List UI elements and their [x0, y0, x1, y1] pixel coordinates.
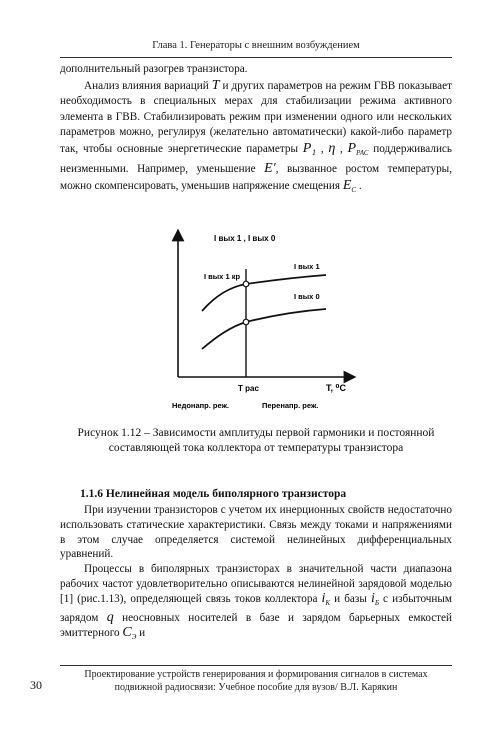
footer [60, 668, 452, 694]
p2-text-d: , вызванное ростом температуры, можно скомпенсировать, уменьшив напряжение смещения [60, 163, 452, 192]
p2-text-a: Анализ влияния вариаций [84, 79, 212, 92]
symbol-Prac-sub: РАС [356, 148, 369, 157]
y-axis-label: I вых 1 , I вых 0 [214, 234, 276, 243]
label-i-out-1: I вых 1 [294, 262, 320, 271]
symbol-ib: i [370, 590, 375, 606]
crit-point-lower [243, 319, 249, 325]
symbol-eta: η [328, 140, 336, 156]
section-title: 1.1.6 Нелинейная модель биполярного транзистора [80, 488, 347, 500]
p2-text-e: . [356, 179, 362, 192]
s2-text-b: и базы [330, 592, 371, 605]
symbol-E-prime: E′ [264, 161, 276, 177]
symbol-Ec: E [342, 177, 352, 193]
figure-svg [150, 225, 370, 420]
symbol-Ec-sub: C [351, 185, 357, 194]
x-axis-label: T, ⁰C [326, 383, 346, 393]
figure-caption: Рисунок 1.12 – Зависимости амплитуды первой гармоники и постоянной составляющей тока коллектора от температуры транзистора [77, 427, 435, 454]
symbol-Prac: P [347, 140, 357, 156]
p2-text-b: и других параметров на режим ГВВ показывает необходимость в специальных мерах для стабилизации режима активного элемента в ГВВ. Стабилизировать режим при изменении одного или нескольких параметров можно, регулируя (желательно автоматически) какой-либо параметр так, чтобы основные энергетические параметры [60, 79, 452, 155]
symbol-ik: i [321, 590, 326, 606]
symbol-T: T [211, 77, 220, 93]
symbol-q: q [106, 609, 114, 625]
s2-text-c: с избыточным зарядом [60, 592, 452, 624]
symbol-Ce-sub: Э [131, 632, 137, 641]
s2-text-e: и [136, 626, 146, 639]
section-paragraph-2 [60, 562, 452, 644]
p2-sep2: , [335, 142, 348, 155]
curve-i-out-0 [202, 309, 326, 349]
footer-rule [60, 665, 452, 666]
label-i-out-1-crit: I вых 1 кр [204, 272, 241, 281]
symbol-ib-sub: Б [374, 599, 379, 608]
crit-point-upper [243, 281, 249, 287]
symbol-ik-sub: К [325, 599, 331, 608]
running-head: Глава 1. Генераторы с внешним возбуждением [152, 40, 360, 51]
label-t-rac: T рас [238, 384, 259, 393]
symbol-Ce: C [122, 624, 132, 640]
footer-line-2: подвижной радиосвязи: Учебное пособие для вузов/ В.Л. Карякин [114, 682, 398, 693]
region-right-label: Перенапр. реж. [262, 401, 319, 410]
footer-line-1: Проектирование устройств генерирования и формирования сигналов в системах [84, 669, 428, 680]
page-number: 30 [30, 678, 42, 692]
paragraph-1: дополнительный разогрев транзистора. [60, 63, 248, 75]
p2-sep1: , [316, 142, 329, 155]
paragraph-2 [60, 78, 452, 199]
s2-text-a: Процессы в биполярных транзисторах в значительной части диапазона рабочих частот удовлетворительно описываются нелинейной зарядовой моделью [1] (рис.1.13), определяющей связь токов коллектора [60, 563, 452, 605]
region-left-label: Недонапр. реж. [172, 401, 229, 410]
symbol-P1: P₁ [302, 140, 317, 156]
label-i-out-0: I вых 0 [294, 292, 320, 301]
header-rule [60, 57, 452, 58]
section-paragraph-1: При изучении транзисторов с учетом их инерционных свойств недостаточно использовать статические характеристики. Связь между токами и напряжениями в этом случае определяется системой нелинейных дифференциальных уравнений. [60, 504, 452, 561]
figure-1-12 [150, 225, 370, 420]
p2-text-c: поддерживались неизменными. Например, уменьшение [60, 142, 452, 176]
body-text [60, 62, 452, 198]
s2-text-d: неосновных носителей в базе и зарядом барьерных емкостей эмиттерного [60, 611, 452, 639]
section-body [60, 503, 452, 645]
